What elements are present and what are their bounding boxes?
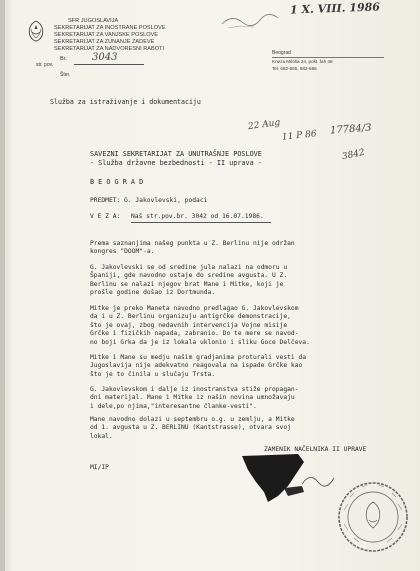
letterhead-block <box>54 18 166 53</box>
recipient-line-2: - Služba državne bezbednosti - II uprava - <box>90 159 262 167</box>
address-line-street: Kneza Miloša 24, pošt. fah 48 <box>272 59 333 64</box>
signature-scribble <box>300 470 340 490</box>
body-line: G. Jakovlevski se od sredine jula nalazi na odmoru u <box>90 264 288 271</box>
recipient-line-1: SAVEZNI SEKRETARIJAT ZA UNUTRAŠNJE POSLOVE <box>90 150 262 158</box>
document-number: 3043 <box>92 52 118 63</box>
letterhead-line: SFR JUGOSLAVIJA <box>68 18 119 24</box>
body-line: Berlinu se nalazi njegov brat Mane i Mitke, koji je <box>90 280 284 288</box>
body-line: da i u Z. Berlinu organizuju antigrčke demonstracije, <box>90 313 291 321</box>
body-line: G. Jakovlevskom i dalje iz inostranstva stiže propagan- <box>90 386 299 393</box>
body-line: Mane navodno dolazi u septembru o.g. u zemlju, a Mitke <box>90 416 295 423</box>
typist-initials: MI/IP <box>90 464 109 471</box>
address-line-phone: Tel. 682-555, 682-666 <box>272 66 317 71</box>
secrecy-label: str. pov. <box>36 62 54 68</box>
letterhead-line: SEKRETARIJAT ZA INOSTRANE POSLOVE <box>54 25 166 31</box>
official-seal-stamp <box>336 480 410 554</box>
extra-label: Šter. <box>60 72 71 78</box>
letterhead-line: SEKRETARIJAT ZA VANJSKE POSLOVE <box>54 32 159 38</box>
body-paragraph <box>90 305 310 347</box>
subject-label: PREDMET: <box>90 197 121 204</box>
state-emblem-icon <box>26 20 46 42</box>
handwritten-code: 11 P 86 <box>281 129 318 143</box>
body-line: što je ovaj, zbog nedavnih intervencija Vojne misije <box>90 321 288 329</box>
body-line: kongres "DOOM"-a. <box>90 248 155 256</box>
body-line: Prema saznanjima našeg punkta u Z. Berlinu nije održan <box>90 240 295 247</box>
body-paragraph <box>90 386 299 411</box>
service-line: Služba za istraživanje i dokumentaciju <box>50 98 201 106</box>
top-stamp-scribble <box>220 12 280 30</box>
subject-text: G. Jakovlevski, podaci <box>124 197 208 204</box>
body-paragraph <box>90 240 295 257</box>
reference-label: V E Z A: <box>90 213 121 220</box>
letterhead-line: SEKRETARIJAT ZA NADVORESNI RABOTI <box>54 46 165 52</box>
handwritten-number: 3842 <box>341 147 366 163</box>
body-line: prošle godine došao iz Dortmunda. <box>90 289 216 297</box>
left-binding-edge <box>0 0 5 571</box>
number-label: Br. <box>60 56 67 62</box>
signature-title: ZAMENIK NAČELNIKA II UPRAVE <box>264 446 367 453</box>
body-line: i dele,po njima,"interesantne članke-vesti". <box>90 402 257 410</box>
handwritten-date: 22 Aug <box>247 117 281 133</box>
body-line: lokal. <box>90 432 113 440</box>
body-paragraph <box>90 416 295 441</box>
handwritten-registry-number: 17784/3 <box>329 122 372 137</box>
number-underline <box>74 64 144 65</box>
body-line: Jugoslavija nije adekvatno reagovala na ispade Grčke kao <box>90 362 303 370</box>
body-paragraph <box>90 354 306 379</box>
letterhead-line: SEKRETARIJAT ZA ZUNANJE ZADEVE <box>54 39 155 45</box>
recipient-city: B E O G R A D <box>90 178 144 186</box>
body-line: Mitke je preko Maneta navodno predlagao G. Jakovlevskom <box>90 305 299 312</box>
body-line: Mitke i Mane su medju našim gradjanima proturali vesti da <box>90 354 307 361</box>
address-line-city: Beograd <box>272 50 291 56</box>
reference-text: Naš str.pov.br. 3042 od 16.07.1986. <box>131 213 264 220</box>
reference-underline <box>131 222 271 223</box>
body-line: Grčke i fizičkih napada, zabranio. Do te mere se navod- <box>90 330 299 338</box>
body-line: dni materijal. Mane i Mitke iz našin novina umnožavaju <box>90 394 295 402</box>
body-line: od 1. avgusta u Z. BERLINU (Kantstrasse), otvara svoj <box>90 424 291 432</box>
body-line: no boji Grka da je iz lokala uklonio i sliku Goce Delčeva. <box>90 338 310 346</box>
redaction-mark <box>238 452 308 504</box>
body-line: Španiji, gde navodno ostaje do sredine avgusta. U Z. <box>90 272 288 280</box>
body-paragraph <box>90 264 287 298</box>
body-line: što je to činila u slučaju Trsta. <box>90 370 216 378</box>
received-date-stamp: 1 X. VIII. 1986 <box>289 0 381 17</box>
